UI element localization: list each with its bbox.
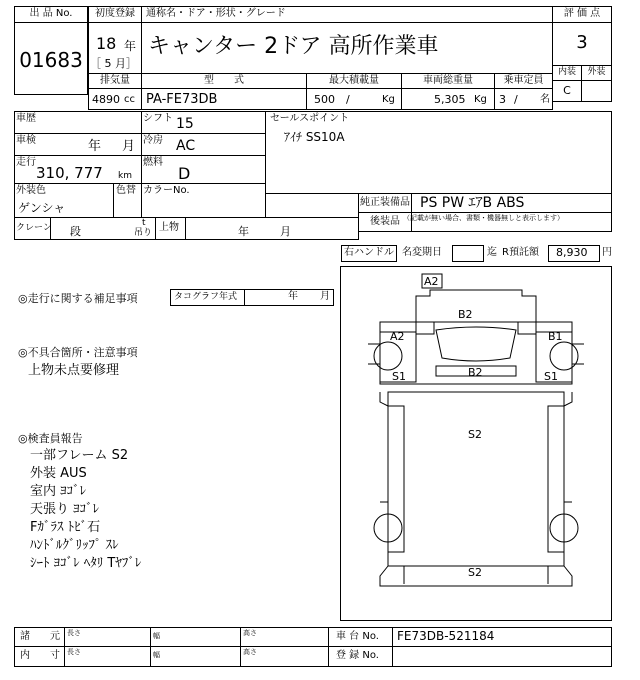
inspector-line: 一部フレーム S2 <box>30 448 129 463</box>
score-value: 3 <box>576 32 588 53</box>
mark-a2-top: A2 <box>424 275 439 288</box>
inspection-year-unit: 年 <box>88 139 102 154</box>
recycle-value: 8,930 <box>556 246 588 259</box>
displacement-label: 排気量 <box>100 75 130 86</box>
genuine-value: PS PW ｴｱB ABS <box>420 195 525 211</box>
inspection-month-unit: 月 <box>122 139 136 154</box>
max-load-value: 500 <box>314 93 335 106</box>
mileage-unit: km <box>118 171 132 181</box>
inspector-line: 室内 ﾖｺﾞﾚ <box>30 484 87 499</box>
max-load-slash: / <box>346 93 350 106</box>
fuel-label: 燃料 <box>143 157 163 168</box>
inspector-line: Fｶﾞﾗｽ ﾄﾋﾞ石 <box>30 520 101 535</box>
displacement-value: 4890 <box>92 93 120 106</box>
footer-mid-line <box>14 646 612 647</box>
body-label: 上物 <box>159 222 179 233</box>
body-month-unit: 月 <box>280 225 291 238</box>
tacho-divider <box>244 289 245 306</box>
inspection-label: 車検 <box>16 135 36 146</box>
inspector-line: ﾊﾝﾄﾞﾙｸﾞﾘｯﾌﾟ ｽﾚ <box>30 538 119 553</box>
mark-b2-mid: B2 <box>468 366 483 379</box>
exterior-label: 外装 <box>587 67 606 77</box>
crane-row <box>14 217 359 240</box>
footer-line-5 <box>392 627 393 667</box>
vehicle-name: キャンター 2ドア 高所作業車 <box>148 34 439 59</box>
driving-remarks-label: ◎走行に関する補足事項 <box>18 292 138 305</box>
name-change-label: 名変期日 <box>402 247 442 258</box>
tacho-year-unit: 年 <box>288 291 298 302</box>
gross-weight-label: 車両総重量 <box>423 75 473 86</box>
model-value: PA-FE73DB <box>146 92 218 107</box>
score-label: 評 価 点 <box>563 8 601 19</box>
color-num-label: 色替 <box>116 185 136 196</box>
ac-value: AC <box>176 138 196 154</box>
footer-line-2 <box>150 627 151 667</box>
history-label: 車歴 <box>16 113 36 124</box>
shift-label: シフト <box>143 113 173 124</box>
body-year-unit: 年 <box>238 225 249 238</box>
mark-s1-left: S1 <box>392 370 406 383</box>
col-line-1 <box>141 111 142 183</box>
color-no-label: カラーNo. <box>143 185 190 196</box>
lot-number: 01683 <box>19 48 83 72</box>
interior-width-label: 幅 <box>153 651 160 659</box>
interior-height-label: 高さ <box>243 648 257 656</box>
name-change-until: 迄 <box>487 247 497 258</box>
first-reg-month: ［ 5 月］ <box>90 57 137 70</box>
interior-length-label: 長さ <box>67 648 81 656</box>
chassis-label: 車 台 No. <box>336 631 379 642</box>
cargo-bed-outline <box>388 392 564 566</box>
footer-table <box>14 627 612 667</box>
crane-line-3 <box>185 217 186 240</box>
gross-weight-unit: Kg <box>474 94 487 105</box>
inspector-line: 天張り ﾖｺﾞﾚ <box>30 502 100 517</box>
dims-height-label: 高さ <box>243 629 257 637</box>
mark-s2-bottom: S2 <box>468 566 482 579</box>
exterior-grade-cell <box>581 80 612 102</box>
lot-label: 出 品 No. <box>29 8 73 19</box>
inspector-line: 外装 AUS <box>30 466 87 481</box>
interior-grade: C <box>563 84 571 97</box>
sales-point-value: ｱｲﾁ SS10A <box>284 130 345 144</box>
first-reg-year-unit: 年 <box>124 39 137 53</box>
truck-diagram <box>340 266 612 621</box>
row-line-1 <box>14 133 266 134</box>
mark-b1-right: B1 <box>548 330 563 343</box>
model-label: 型 式 <box>204 75 244 86</box>
recycle-unit: 円 <box>602 247 612 258</box>
bed-corner-left <box>380 392 388 406</box>
footer-line-4 <box>328 627 329 667</box>
mileage-value: 310, 777 <box>36 164 103 182</box>
crane-hoist: 吊り <box>134 228 153 238</box>
row-line-3 <box>14 183 266 184</box>
front-right-wheel <box>550 342 578 370</box>
defect-label: ◎不具合箇所・注意事項 <box>18 346 138 359</box>
aftermarket-note: （記載が無い場合、書類・機器無しと表示します） <box>403 214 564 222</box>
name-label: 通称名・ドア・形状・グレード <box>146 8 286 19</box>
defect-text: 上物未点要修理 <box>28 363 120 378</box>
col-line-3 <box>141 183 142 218</box>
crane-line-2 <box>155 217 156 240</box>
interior-dims-label: 内 寸 <box>20 650 60 661</box>
max-load-label: 最大積載量 <box>329 75 379 86</box>
windshield-outline <box>436 327 516 361</box>
mileage-label: 走行 <box>16 157 36 168</box>
dims-width-label: 幅 <box>153 632 160 640</box>
inspector-line: ｼｰﾄ ﾖｺﾞﾚ ﾍﾀﾘ Tﾔﾌﾞﾚ <box>30 556 142 571</box>
dims-length-label: 長さ <box>67 629 81 637</box>
name-change-box <box>452 245 484 262</box>
capacity-unit: 名 <box>540 94 550 105</box>
tacho-month-unit: 月 <box>320 291 330 302</box>
capacity-slash: / <box>514 93 518 106</box>
col-line-2 <box>113 183 114 218</box>
max-load-unit: Kg <box>382 94 395 105</box>
aftermarket-label: 後装品 <box>370 216 400 227</box>
tacho-label: タコグラフ年式 <box>174 292 238 302</box>
front-left-wheel <box>374 342 402 370</box>
shift-value: 15 <box>176 116 194 132</box>
crane-t: t <box>142 218 146 228</box>
color-label: 外装色 <box>16 185 46 196</box>
fuel-value: D <box>178 164 191 183</box>
footer-line-3 <box>240 627 241 667</box>
color-value: ゲンシャ <box>18 201 66 215</box>
interior-label: 内装 <box>557 67 576 77</box>
mark-s2-center: S2 <box>468 428 482 441</box>
mark-s1-right: S1 <box>544 370 558 383</box>
sales-point-label: セールスポイント <box>270 113 350 124</box>
capacity-label: 乗車定員 <box>503 75 544 86</box>
crane-label: クレーン <box>16 223 52 233</box>
genuine-label: 純正装備品 <box>360 197 410 208</box>
bed-corner-right <box>564 392 572 406</box>
mark-b2-top: B2 <box>458 308 473 321</box>
recycle-label: R預託額 <box>502 247 539 258</box>
inspector-label: ◎検査員報告 <box>18 432 83 445</box>
mark-a2-left: A2 <box>390 330 405 343</box>
footer-line-1 <box>64 627 65 667</box>
reg-label: 登 録 No. <box>336 650 379 661</box>
chassis-value: FE73DB-521184 <box>397 629 495 643</box>
first-reg-year: 18 <box>96 34 117 53</box>
right-hand-label: 右ハンドル <box>344 247 394 258</box>
crane-stage: 段 <box>70 225 81 238</box>
gross-weight-value: 5,305 <box>434 93 466 106</box>
dims-label: 諸 元 <box>20 631 60 642</box>
ac-label: 冷房 <box>143 135 163 146</box>
displacement-unit: cc <box>124 94 135 105</box>
row-line-2 <box>14 155 266 156</box>
capacity-value: 3 <box>499 93 506 106</box>
first-reg-label: 初度登録 <box>95 8 135 19</box>
